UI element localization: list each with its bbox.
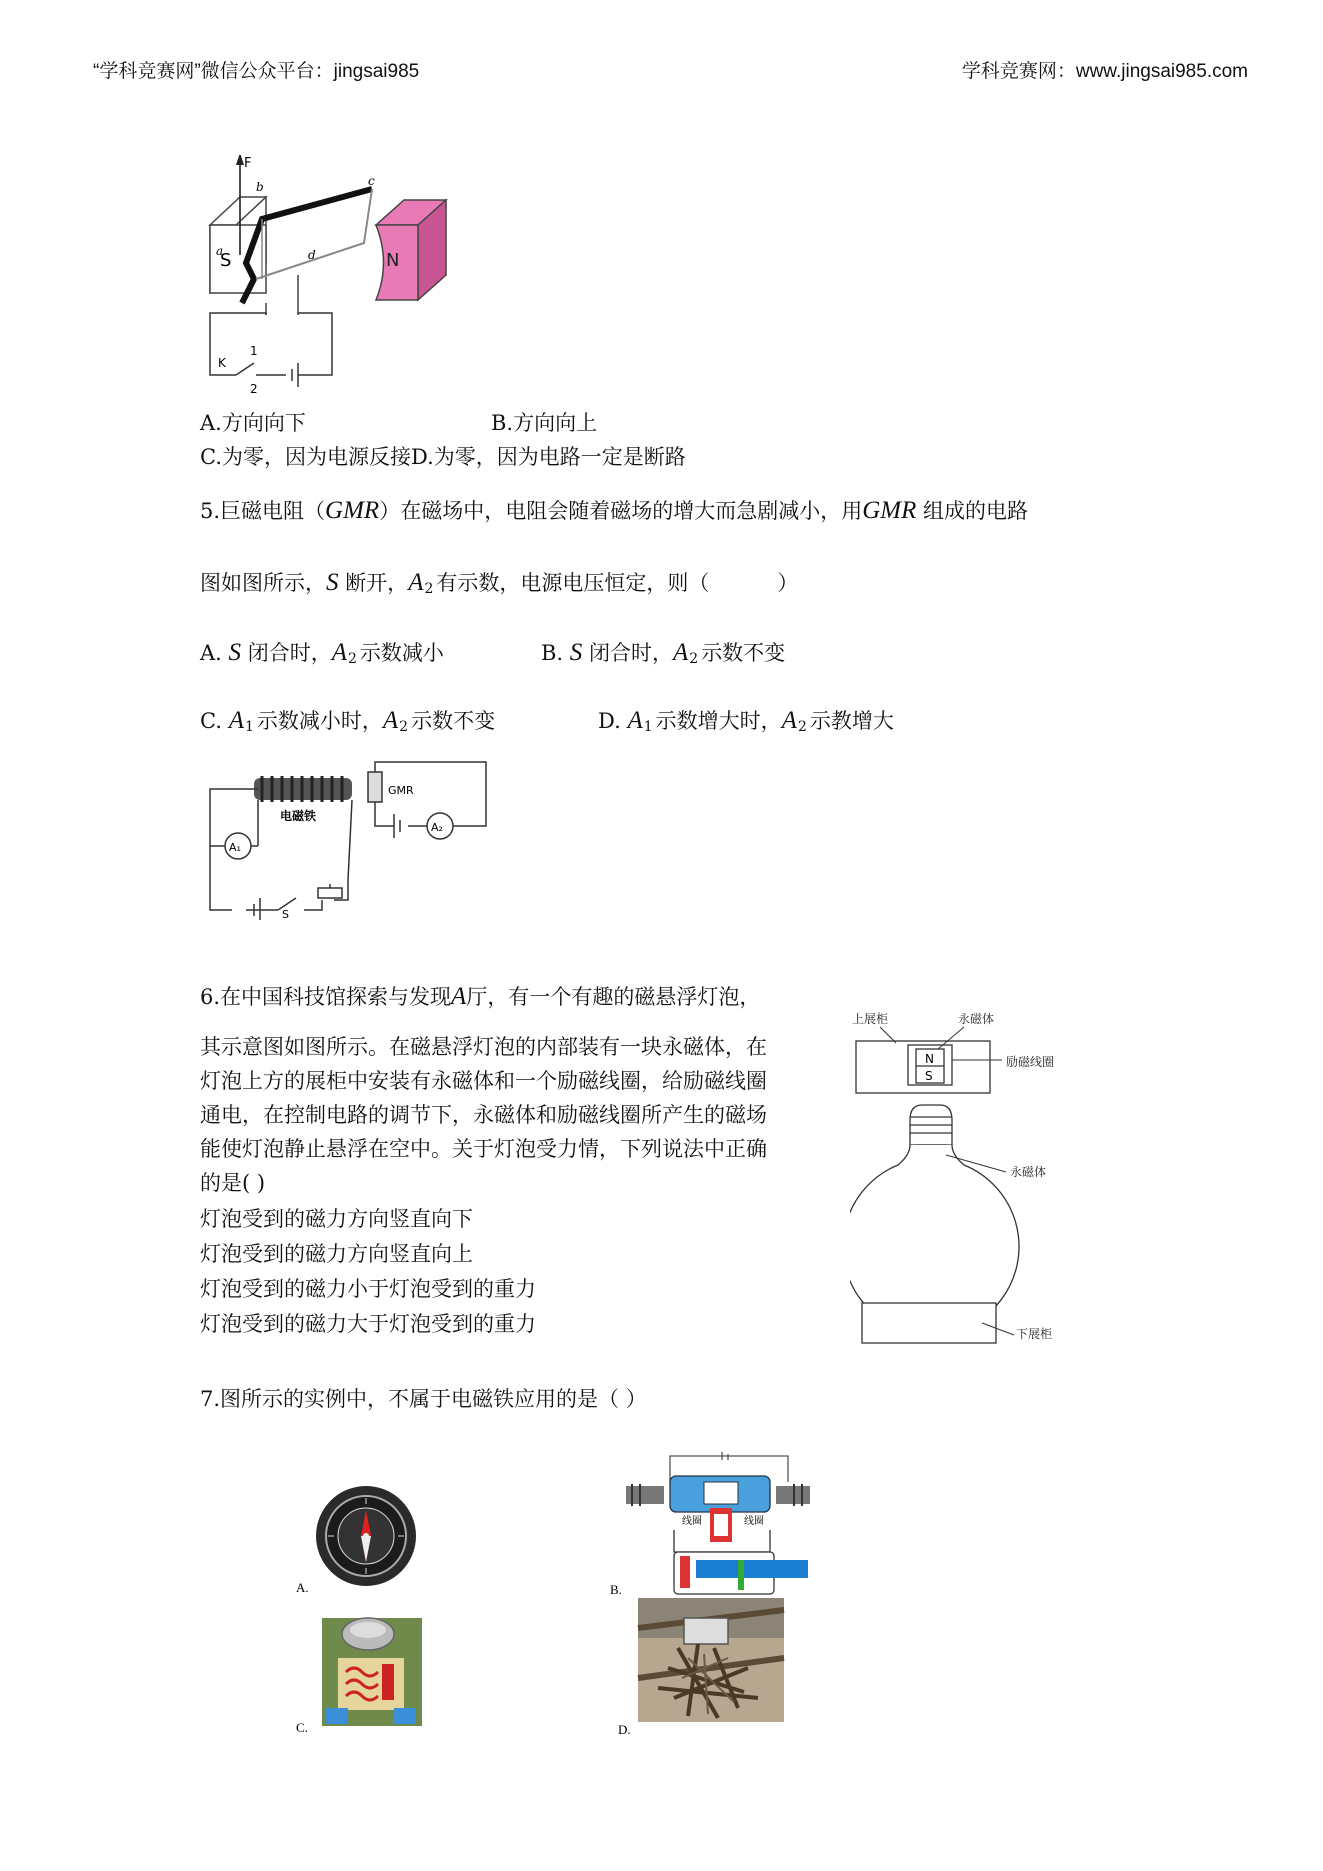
coil-right-label: 线圈 (744, 1516, 764, 1527)
point-b-label: b (256, 180, 264, 194)
gmr-symbol: GMR (862, 497, 917, 524)
q6-body-line-4: 能使灯泡静止悬浮在空中。关于灯泡受力情，下列说法中正确 (200, 1137, 767, 1161)
header-right: 学科竞赛网：www.jingsai985.com (961, 61, 1248, 82)
coil-left-label: 线圈 (682, 1516, 702, 1527)
pole-s-label: S (220, 250, 232, 271)
header-left: “学科竞赛网”微信公众平台：jingsai985 (93, 61, 420, 82)
q7-picture-d (618, 1598, 788, 1738)
force-label: F (244, 156, 252, 171)
q6-option-3: 灯泡受到的磁力小于灯泡受到的重力 (200, 1277, 536, 1301)
q4-option-cd: C.为零，因为电源反接D.为零，因为电路一定是断路 (200, 445, 686, 469)
point-a-label: a (216, 244, 224, 258)
switch-2-label: 2 (250, 382, 258, 395)
q5-stem-line1: 5.巨磁电阻（GMR）在磁场中，电阻会随着磁场的增大而急剧减小，用GMR 组成的电路 (200, 497, 1029, 524)
coil-label: 电磁铁 (280, 809, 317, 823)
gmr-symbol: GMR (325, 497, 380, 524)
top-magnet-label: 永磁体 (958, 1012, 995, 1026)
q4-option-b: B.方向向上 (491, 411, 598, 435)
q6-figure (850, 1005, 1090, 1350)
coil-label: 励磁线圈 (1006, 1055, 1055, 1069)
q5-option-d: D. $A_1$ 示数增大时，$A_2$ 示教增大 (598, 707, 894, 735)
q5-option-b: B. S 闭合时，$A_2$ 示数不变 (541, 639, 786, 667)
point-d-label: d (308, 248, 316, 262)
q6-option-1: 灯泡受到的磁力方向竖直向下 (200, 1207, 473, 1231)
q5-stem-line2: 图如图所示，S 断开，$A_2$ 有示数，电源电压恒定，则（ ） (200, 569, 799, 597)
q6-stem-line1: 6.在中国科技馆探索与发现A厅，有一个有趣的磁悬浮灯泡， (200, 983, 761, 1010)
q7-label-d: D. (618, 1722, 631, 1737)
q7-label-c: C. (296, 1720, 308, 1735)
q7-label-b: B. (610, 1582, 622, 1597)
pole-n: N (925, 1052, 934, 1066)
ammeter-a2: A₂ (431, 821, 443, 834)
q6-body-line-1: 其示意图如图所示。在磁悬浮灯泡的内部装有一块永磁体，在 (200, 1035, 767, 1059)
switch-1-label: 1 (250, 344, 258, 358)
lower-cabinet-label: 下展柜 (1016, 1327, 1053, 1341)
q6-option-2: 灯泡受到的磁力方向竖直向上 (200, 1242, 473, 1266)
q7-picture-b (610, 1452, 810, 1598)
ammeter-a1: A₁ (229, 841, 241, 854)
q6-body-line-5: 的是( ) (200, 1171, 266, 1195)
gmr-label: GMR (388, 784, 414, 797)
pole-n-label: N (386, 250, 400, 271)
switch-k-label: K (218, 356, 226, 370)
q6-body-line-2: 灯泡上方的展柜中安装有永磁体和一个励磁线圈，给励磁线圈 (200, 1069, 767, 1093)
q7-label-a: A. (296, 1580, 309, 1595)
q5-option-a: A. S 闭合时，$A_2$ 示数减小 (200, 639, 444, 667)
q7-stem: 7.图所示的实例中，不属于电磁铁应用的是（ ） (200, 1387, 647, 1411)
q7-picture-c (296, 1612, 426, 1736)
switch-s-label: S (282, 908, 289, 920)
q5-option-c: C. $A_1$ 示数减小时，$A_2$ 示数不变 (200, 707, 496, 735)
upper-cabinet-label: 上展柜 (852, 1012, 889, 1026)
q4-option-a: A.方向向下 (200, 411, 306, 435)
q5-figure (198, 760, 498, 920)
bulb-magnet-label: 永磁体 (1010, 1165, 1047, 1179)
q7-picture-a (296, 1480, 426, 1596)
q6-option-4: 灯泡受到的磁力大于灯泡受到的重力 (200, 1312, 536, 1336)
q4-figure (196, 155, 456, 395)
q6-body-line-3: 通电，在控制电路的调节下，永磁体和励磁线圈所产生的磁场 (200, 1103, 767, 1127)
pole-s: S (925, 1069, 933, 1083)
point-c-label: c (368, 174, 375, 188)
